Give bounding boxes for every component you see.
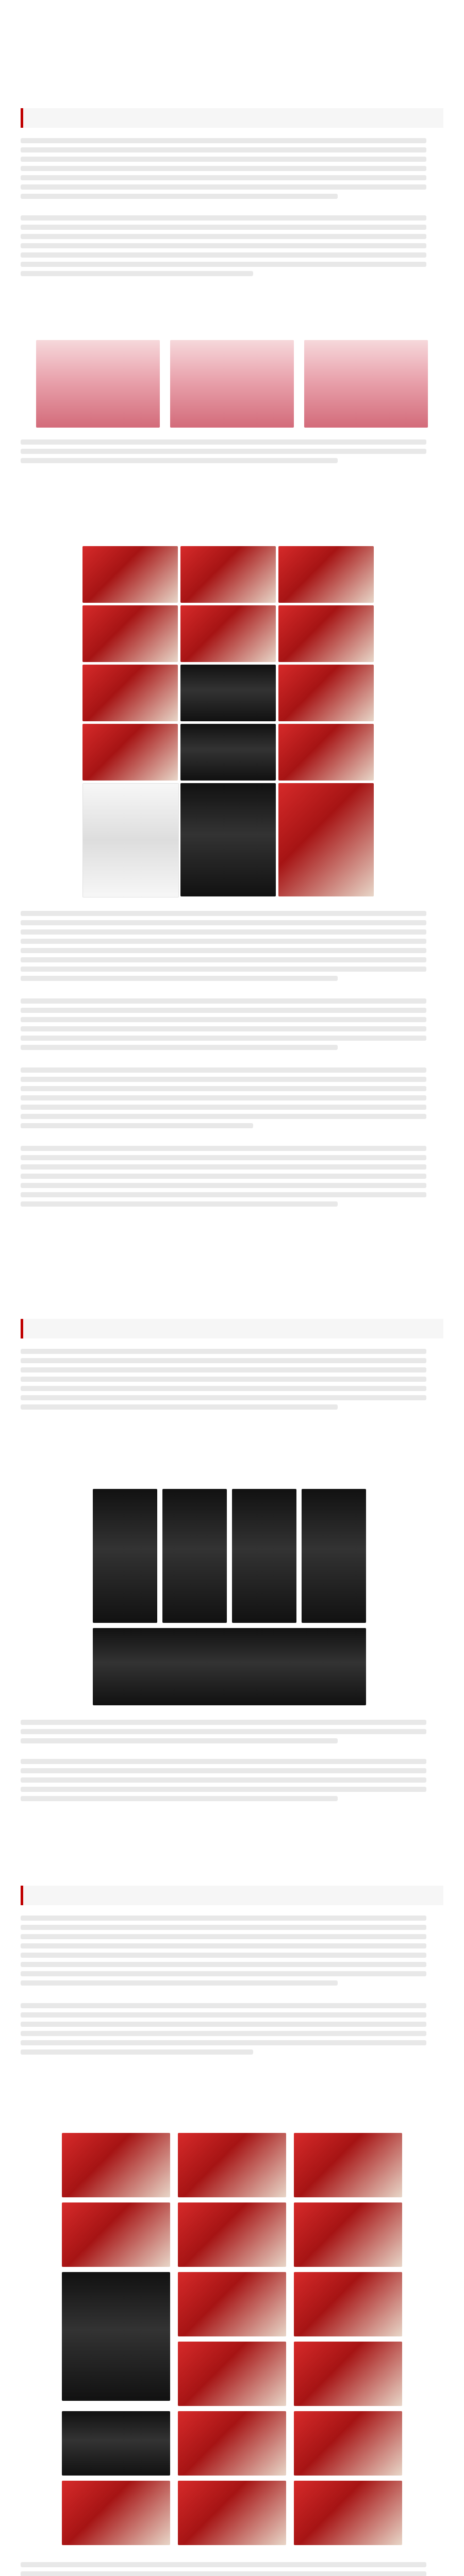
- figure-3-xray-4: [302, 1489, 366, 1623]
- figure-3-panoramic: [93, 1628, 366, 1705]
- figure-2-clinical-11: [278, 783, 374, 896]
- section-3-xray-2: [62, 2411, 170, 2476]
- figure-1-panel-c: [304, 340, 428, 428]
- figure-2-clinical-10: [278, 724, 374, 781]
- section-3-clinical-9: [178, 2342, 286, 2406]
- figure-1-panel-b: [170, 340, 294, 428]
- figure-2-clinical-1: [82, 546, 178, 603]
- section-3-clinical-8: [294, 2272, 402, 2336]
- article-meta-line-1: [21, 32, 443, 41]
- figure-2-clinical-4: [82, 605, 178, 662]
- figure-2-xray-2: [180, 724, 276, 781]
- figure-2-xray-1: [180, 665, 276, 721]
- section-3-long-text: [21, 2558, 443, 2576]
- section-header-2: [21, 1319, 443, 1338]
- section-3-clinical-5: [178, 2202, 286, 2267]
- figure-2-instrument: [82, 783, 179, 897]
- section-3-xray-1: [62, 2272, 170, 2401]
- figure-3-caption-and-discussion: [21, 1716, 443, 1850]
- section-3-clinical-2: [178, 2133, 286, 2197]
- figure-3-xray-2: [162, 1489, 227, 1623]
- section-3-paragraphs: [21, 1911, 443, 2107]
- section-2-paragraphs: [21, 1345, 443, 1468]
- figure-2-xray-3: [180, 783, 276, 896]
- figure-3-xray-1: [93, 1489, 157, 1623]
- figure-3-xray-3: [232, 1489, 296, 1623]
- section-3-clinical-3: [294, 2133, 402, 2197]
- section-3-clinical-14: [178, 2481, 286, 2545]
- section-3-clinical-7: [178, 2272, 286, 2336]
- figure-2-clinical-9: [82, 724, 178, 781]
- figure-1-panel-a: [36, 340, 160, 428]
- section-header-3: [21, 1886, 443, 1905]
- figure-2-clinical-3: [278, 546, 374, 603]
- section-1-paragraphs: [21, 134, 443, 309]
- figure-2-discussion-paragraphs: [21, 907, 443, 1298]
- section-3-clinical-10: [294, 2342, 402, 2406]
- article-meta-line-2: [21, 44, 443, 54]
- section-3-clinical-6: [294, 2202, 402, 2267]
- figure-2-clinical-5: [180, 605, 276, 662]
- section-header-1: [21, 108, 443, 128]
- section-3-clinical-4: [62, 2202, 170, 2267]
- section-3-clinical-1: [62, 2133, 170, 2197]
- figure-2-clinical-6: [278, 605, 374, 662]
- article-header: [21, 12, 443, 74]
- section-3-clinical-15: [294, 2481, 402, 2545]
- section-3-clinical-13: [62, 2481, 170, 2545]
- figure-1-caption-paragraph: [21, 435, 443, 484]
- section-3-clinical-11: [178, 2411, 286, 2476]
- figure-2-clinical-8: [278, 665, 374, 721]
- figure-2-clinical-2: [180, 546, 276, 603]
- article-title: [21, 12, 443, 27]
- section-3-clinical-12: [294, 2411, 402, 2476]
- figure-2-clinical-7: [82, 665, 178, 721]
